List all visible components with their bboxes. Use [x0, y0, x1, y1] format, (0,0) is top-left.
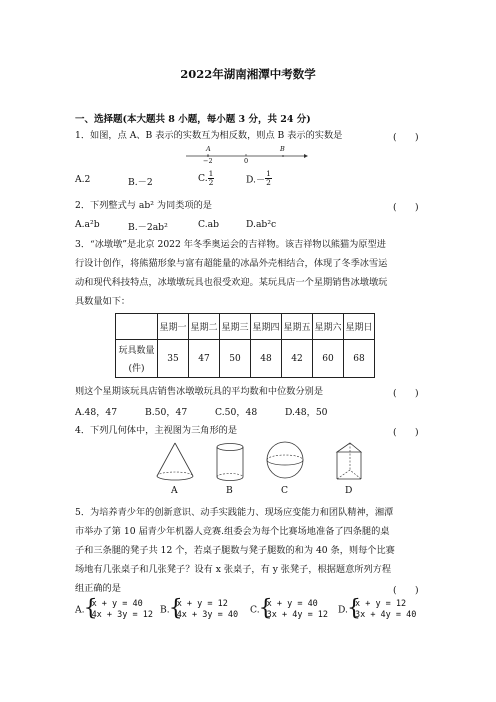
table-cell: 35 — [158, 340, 189, 378]
point-b-label: B — [280, 145, 285, 153]
table-cell: 42 — [282, 340, 313, 378]
q1-option-c: C. $\frac{1}{2}$ — [198, 169, 214, 187]
section-heading: 一、选择题(本大题共 8 小题，每小题 3 分，共 24 分) — [75, 114, 311, 125]
table-header-cell: 星期六 — [313, 314, 344, 340]
equation-system: { x + y = 40 3x + 4y = 12 — [260, 599, 328, 621]
q3-line-3: 动和现代科技特点，冰墩墩玩具也很受欢迎。某玩具店一个星期销售冰墩墩玩 — [75, 277, 388, 288]
q5-option-a: A. { x + y = 40 4x + 3y = 12 — [75, 599, 153, 621]
table-row-label: 玩具数量 (件) — [116, 340, 158, 378]
q3-option-a: A.48，47 — [75, 407, 118, 418]
fraction-half: $\frac{1}{2}$ — [266, 169, 271, 187]
q1-option-d: D.－ $\frac{1}{2}$ — [246, 169, 271, 187]
q2-answer-paren: ( ) — [393, 202, 419, 213]
q3-option-d: D.48，50 — [285, 407, 328, 418]
q5-line-5: 组正确的是 — [75, 583, 121, 594]
q5-option-b: B. { x + y = 12 4x + 3y = 40 — [160, 599, 238, 621]
q3-option-b: B.50，47 — [145, 407, 188, 418]
cylinder-shape — [217, 444, 243, 481]
q4-stem: 4．下列几何体中，主视图为三角形的是 — [75, 425, 238, 436]
table-cell: 47 — [189, 340, 220, 378]
equation-system: { x + y = 12 3x + 4y = 40 — [348, 599, 416, 621]
table-header-cell: 星期五 — [282, 314, 313, 340]
solid-label-a: A — [171, 485, 178, 496]
q3-line-2: 行设计创作，将熊猫形象与富有超能量的冰晶外壳相结合，体现了冬季冰雪运 — [75, 258, 388, 269]
sales-table — [115, 313, 375, 378]
q2-option-c: C.ab — [198, 219, 219, 230]
table-header-cell: 星期日 — [344, 314, 375, 340]
equation-system: { x + y = 12 4x + 3y = 40 — [170, 599, 238, 621]
q3-question: 则这个星期该玩具店销售冰墩墩玩具的平均数和中位数分别是 — [75, 386, 324, 397]
table-data-row — [116, 340, 375, 378]
q5-line-3: 子和三条腿的凳子共 12 个，若桌子腿数与凳子腿数的和为 40 条，则每个比赛 — [75, 545, 395, 556]
solid-label-b: B — [226, 485, 233, 496]
tick-label-zero: 0 — [244, 157, 249, 165]
solid-label-c: C — [281, 485, 289, 496]
table-cell: 60 — [313, 340, 344, 378]
q5-line-1: 5．为培养青少年的创新意识、动手实践能力、现场应变能力和团队精神，湘潭 — [75, 507, 394, 518]
q5-line-2: 市举办了第 10 届青少年机器人竞赛.组委会为每个比赛场地准备了四条腿的桌 — [75, 526, 390, 537]
q2-stem: 2．下列整式与 ab² 为同类项的是 — [75, 200, 212, 211]
q5-option-d: D. { x + y = 12 3x + 4y = 40 — [338, 599, 416, 621]
solids-figure — [150, 440, 375, 484]
tick-label-minus2: −2 — [203, 157, 213, 165]
q2-option-d: D.ab²c — [246, 219, 277, 230]
sphere-shape — [267, 442, 303, 478]
q2-option-b: B.－2ab² — [128, 222, 168, 233]
q3-answer-paren: ( ) — [393, 388, 419, 399]
table-header-cell: 星期四 — [251, 314, 282, 340]
point-a-label: A — [206, 145, 211, 153]
cone-shape — [157, 443, 193, 480]
q4-answer-paren: ( ) — [393, 427, 419, 438]
q3-line-1: 3．“冰墩墩”是北京 2022 年冬季奥运会的吉祥物。该吉祥物以熊猫为原型进 — [75, 239, 386, 250]
fraction-half: $\frac{1}{2}$ — [208, 169, 214, 187]
q1-option-a: A.2 — [75, 174, 91, 185]
q1-stem: 1．如图，点 A、B 表示的实数互为相反数，则点 B 表示的实数是 — [75, 130, 343, 141]
prism-shape — [337, 443, 361, 479]
equation-system: { x + y = 40 4x + 3y = 12 — [85, 599, 153, 621]
q5-option-c: C. { x + y = 40 3x + 4y = 12 — [250, 599, 328, 621]
table-header-row — [116, 314, 375, 340]
number-line-arrow — [304, 154, 308, 158]
q3-line-4: 具数量如下： — [75, 296, 131, 307]
table-cell: 68 — [344, 340, 375, 378]
table-header-cell: 星期三 — [220, 314, 251, 340]
q1-option-b: B.－2 — [128, 177, 153, 188]
solid-label-d: D — [345, 485, 353, 496]
q2-option-a: A.a²b — [75, 219, 100, 230]
q1-answer-paren: ( ) — [393, 132, 419, 143]
point-b — [282, 155, 284, 157]
q5-line-4: 场地有几张桌子和几张凳子？设有 x 张桌子，有 y 张凳子，根据题意所列方程 — [75, 564, 392, 575]
q5-answer-paren: ( ) — [393, 585, 419, 596]
table-header-cell — [116, 314, 158, 340]
table-header-cell: 星期一 — [158, 314, 189, 340]
table-cell: 50 — [220, 340, 251, 378]
page-title: 2022年湖南湘潭中考数学 — [180, 67, 316, 81]
table-cell: 48 — [251, 340, 282, 378]
table-header-cell: 星期二 — [189, 314, 220, 340]
q3-option-c: C.50，48 — [215, 407, 258, 418]
